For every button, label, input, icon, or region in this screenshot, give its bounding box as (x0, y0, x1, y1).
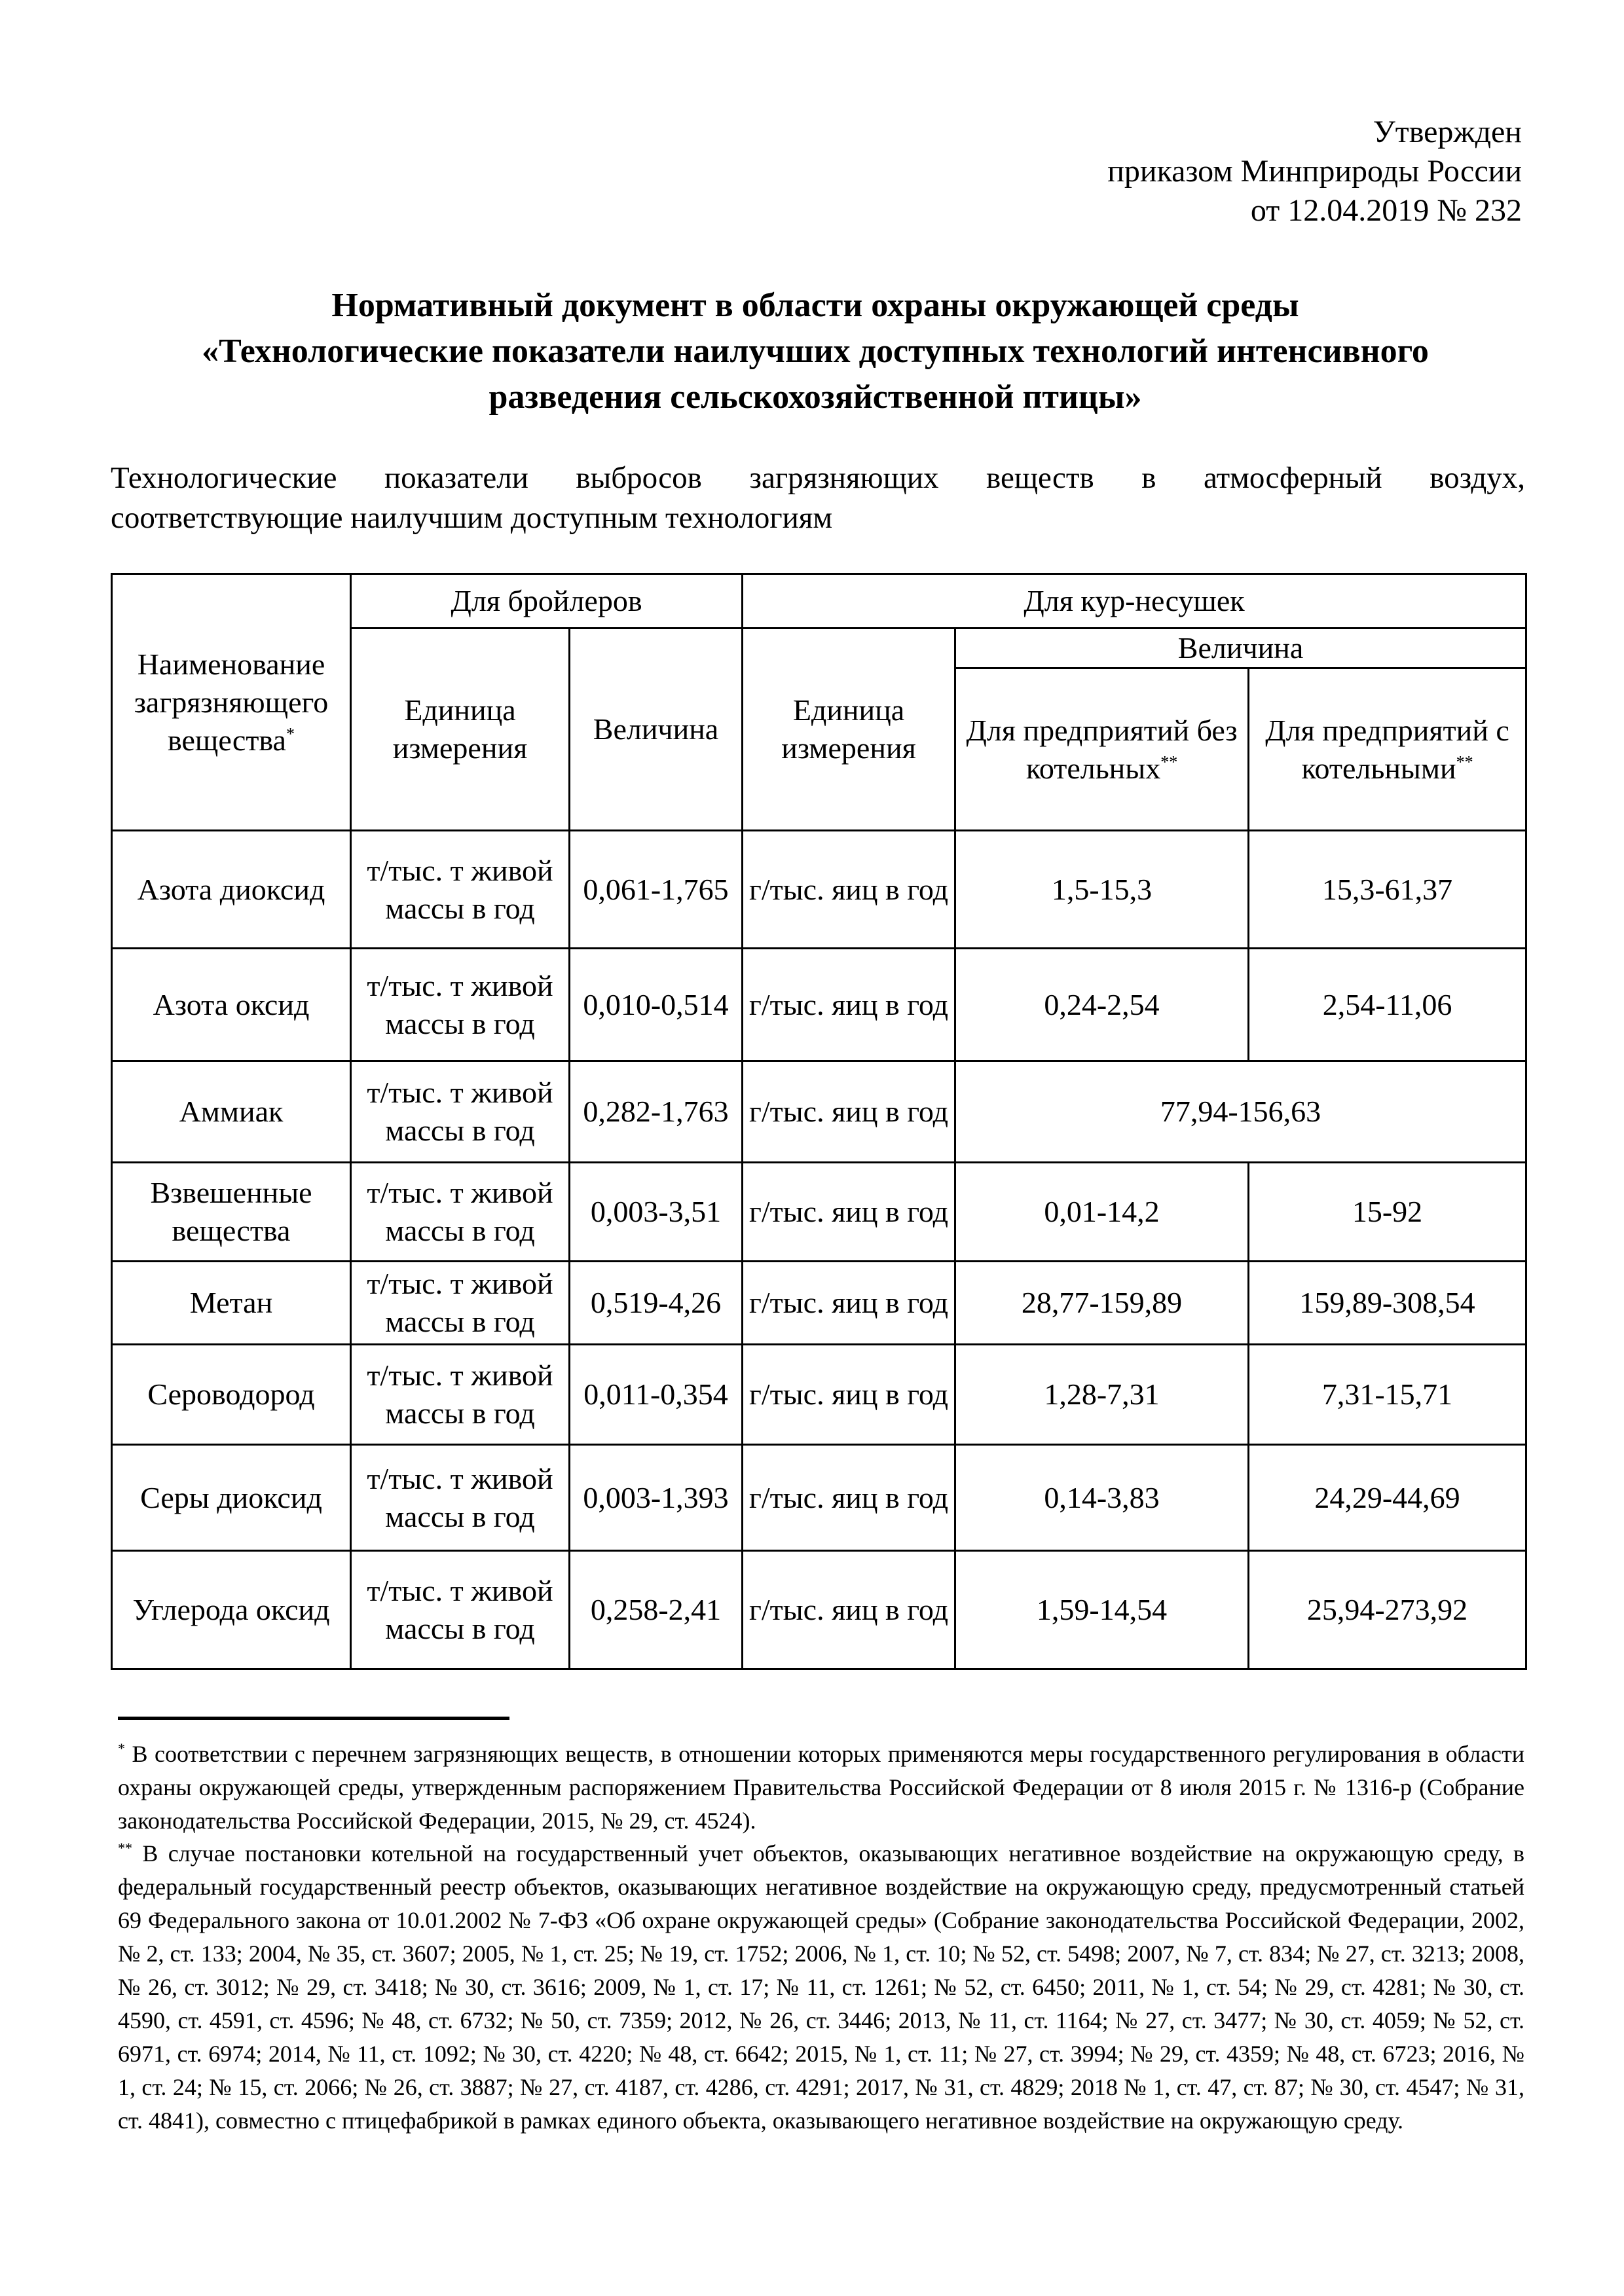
header-broiler-value: Величина (570, 629, 743, 831)
with-boiler-value: 25,94-273,92 (1249, 1551, 1526, 1669)
header-broiler-unit: Единица измерения (351, 629, 570, 831)
broiler-unit: т/тыс. т живой массы в год (351, 949, 570, 1061)
no-boiler-value: 0,01-14,2 (955, 1163, 1249, 1262)
broiler-unit: т/тыс. т живой массы в год (351, 1262, 570, 1345)
with-boiler-value: 159,89-308,54 (1249, 1262, 1526, 1345)
broiler-unit: т/тыс. т живой массы в год (351, 1163, 570, 1262)
with-boiler-value: 15-92 (1249, 1163, 1526, 1262)
substance-name: Азота диоксид (112, 831, 351, 949)
broiler-value: 0,258-2,41 (570, 1551, 743, 1669)
substance-name: Углерода оксид (112, 1551, 351, 1669)
layer-unit: г/тыс. яиц в год (743, 1061, 955, 1163)
substance-name: Сероводород (112, 1345, 351, 1445)
table-row (112, 949, 1526, 1061)
substance-name: Аммиак (112, 1061, 351, 1163)
layer-value-merged: 77,94-156,63 (955, 1061, 1526, 1163)
substance-name: Метан (112, 1262, 351, 1345)
caption-line: Технологические показатели выбросов загрязняющих веществ в атмосферный воздух, (111, 461, 1525, 495)
footnote-divider (118, 1717, 509, 1720)
broiler-unit: т/тыс. т живой массы в год (351, 1345, 570, 1445)
title-line: «Технологические показатели наилучших доступных технологий интенсивного (202, 333, 1429, 370)
no-boiler-value: 1,59-14,54 (955, 1551, 1249, 1669)
with-boiler-value: 2,54-11,06 (1249, 949, 1526, 1061)
table-caption (111, 458, 1525, 538)
no-boiler-value: 1,28-7,31 (955, 1345, 1249, 1445)
substance-name: Азота оксид (112, 949, 351, 1061)
broiler-value: 0,519-4,26 (570, 1262, 743, 1345)
table-row (112, 831, 1526, 949)
broiler-unit: т/тыс. т живой массы в год (351, 831, 570, 949)
header-substance: Наименование загрязняющего вещества* (112, 574, 351, 831)
header-value-group: Величина (955, 629, 1526, 668)
layer-unit: г/тыс. яиц в год (743, 1551, 955, 1669)
layer-unit: г/тыс. яиц в год (743, 831, 955, 949)
title-line: Нормативный документ в области охраны окружающей среды (331, 287, 1299, 324)
header-no-boiler: Для предприятий без котельных** (955, 668, 1249, 831)
substance-name: Серы диоксид (112, 1445, 351, 1551)
table-row (112, 1262, 1526, 1345)
approval-line: приказом Минприроды России (1107, 154, 1522, 189)
layer-unit: г/тыс. яиц в год (743, 1345, 955, 1445)
no-boiler-value: 28,77-159,89 (955, 1262, 1249, 1345)
broiler-value: 0,282-1,763 (570, 1061, 743, 1163)
emissions-table (111, 573, 1527, 1670)
layer-unit: г/тыс. яиц в год (743, 1163, 955, 1262)
no-boiler-value: 1,5-15,3 (955, 831, 1249, 949)
table-row (112, 1445, 1526, 1551)
with-boiler-value: 24,29-44,69 (1249, 1445, 1526, 1551)
substance-name: Взвешенные вещества (112, 1163, 351, 1262)
broiler-value: 0,010-0,514 (570, 949, 743, 1061)
title-line: разведения сельскохозяйственной птицы» (489, 378, 1142, 416)
no-boiler-value: 0,14-3,83 (955, 1445, 1249, 1551)
document-title (105, 283, 1526, 420)
approval-line: Утвержден (1373, 115, 1522, 149)
broiler-value: 0,011-0,354 (570, 1345, 743, 1445)
layer-unit: г/тыс. яиц в год (743, 1445, 955, 1551)
table-row (112, 1551, 1526, 1669)
header-broilers: Для бройлеров (351, 574, 743, 629)
caption-line: соответствующие наилучшим доступным технологиям (111, 501, 833, 535)
header-layer-unit: Единица измерения (743, 629, 955, 831)
approval-line: от 12.04.2019 № 232 (1250, 193, 1522, 228)
header-layers: Для кур-несушек (743, 574, 1526, 629)
broiler-value: 0,061-1,765 (570, 831, 743, 949)
broiler-value: 0,003-1,393 (570, 1445, 743, 1551)
layer-unit: г/тыс. яиц в год (743, 949, 955, 1061)
footnote-1: * В соответствии с перечнем загрязняющих веществ, в отношении которых применяются меры государственного регулирования в области охраны окружающей среды, утвержденным распоряжением Правительства Российской Федерации от 8 июля 2015 г. № 1316-р (Собрание законодательства Российской Федерации, 2015, № 29, ст. 4524). (118, 1740, 1525, 1834)
table-row (112, 1061, 1526, 1163)
with-boiler-value: 7,31-15,71 (1249, 1345, 1526, 1445)
header-with-boiler: Для предприятий с котельными** (1249, 668, 1526, 831)
table-row (112, 1345, 1526, 1445)
no-boiler-value: 0,24-2,54 (955, 949, 1249, 1061)
layer-unit: г/тыс. яиц в год (743, 1262, 955, 1345)
with-boiler-value: 15,3-61,37 (1249, 831, 1526, 949)
table-row (112, 1163, 1526, 1262)
approval-block (1107, 113, 1522, 230)
broiler-unit: т/тыс. т живой массы в год (351, 1551, 570, 1669)
broiler-unit: т/тыс. т живой массы в год (351, 1061, 570, 1163)
broiler-value: 0,003-3,51 (570, 1163, 743, 1262)
footnote-2: ** В случае постановки котельной на государственный учет объектов, оказывающих негативное воздействие на окружающую среду, в федеральный государственный реестр объектов, оказывающих негативное воздействие на окружающую среду, предусмотренный статьей 69 Федерального закона от 10.01.2002 № 7-ФЗ «Об охране окружающей среды» (Собрание законодательства Российской Федерации, 2002, № 2, ст. 133; 2004, № 35, ст. 3607; 2005, № 1, ст. 25; № 19, ст. 1752; 2006, № 1, ст. 10; № 52, ст. 5498; 2007, № 7, ст. 834; № 27, ст. 3213; 2008, № 26, ст. 3012; № 29, ст. 3418; № 30, ст. 3616; 2009, № 1, ст. 17; № 11, ст. 1261; № 52, ст. 6450; 2011, № 1, ст. 54; № 29, ст. 4281; № 30, ст. 4590, ст. 4591, ст. 4596; № 48, ст. 6732; № 50, ст. 7359; 2012, № 26, ст. 3446; 2013, № 11, ст. 1164; № 27, ст. 3477; № 30, ст. 4059; № 52, ст. 6971, ст. 6974; 2014, № 11, ст. 1092; № 30, ст. 4220; № 48, ст. 6642; 2015, № 1, ст. 11; № 27, ст. 3994; № 29, ст. 4359; № 48, ст. 6723; 2016, № 1, ст. 24; № 15, ст. 2066; № 26, ст. 3887; № 27, ст. 4187, ст. 4286, ст. 4291; 2017, № 31, ст. 4829; 2018 № 1, ст. 47, ст. 87; № 30, ст. 4547; № 31, ст. 4841), совместно с птицефабрикой в рамках единого объекта, оказывающего негативное воздействие на окружающую среду. (118, 1840, 1524, 2134)
broiler-unit: т/тыс. т живой массы в год (351, 1445, 570, 1551)
